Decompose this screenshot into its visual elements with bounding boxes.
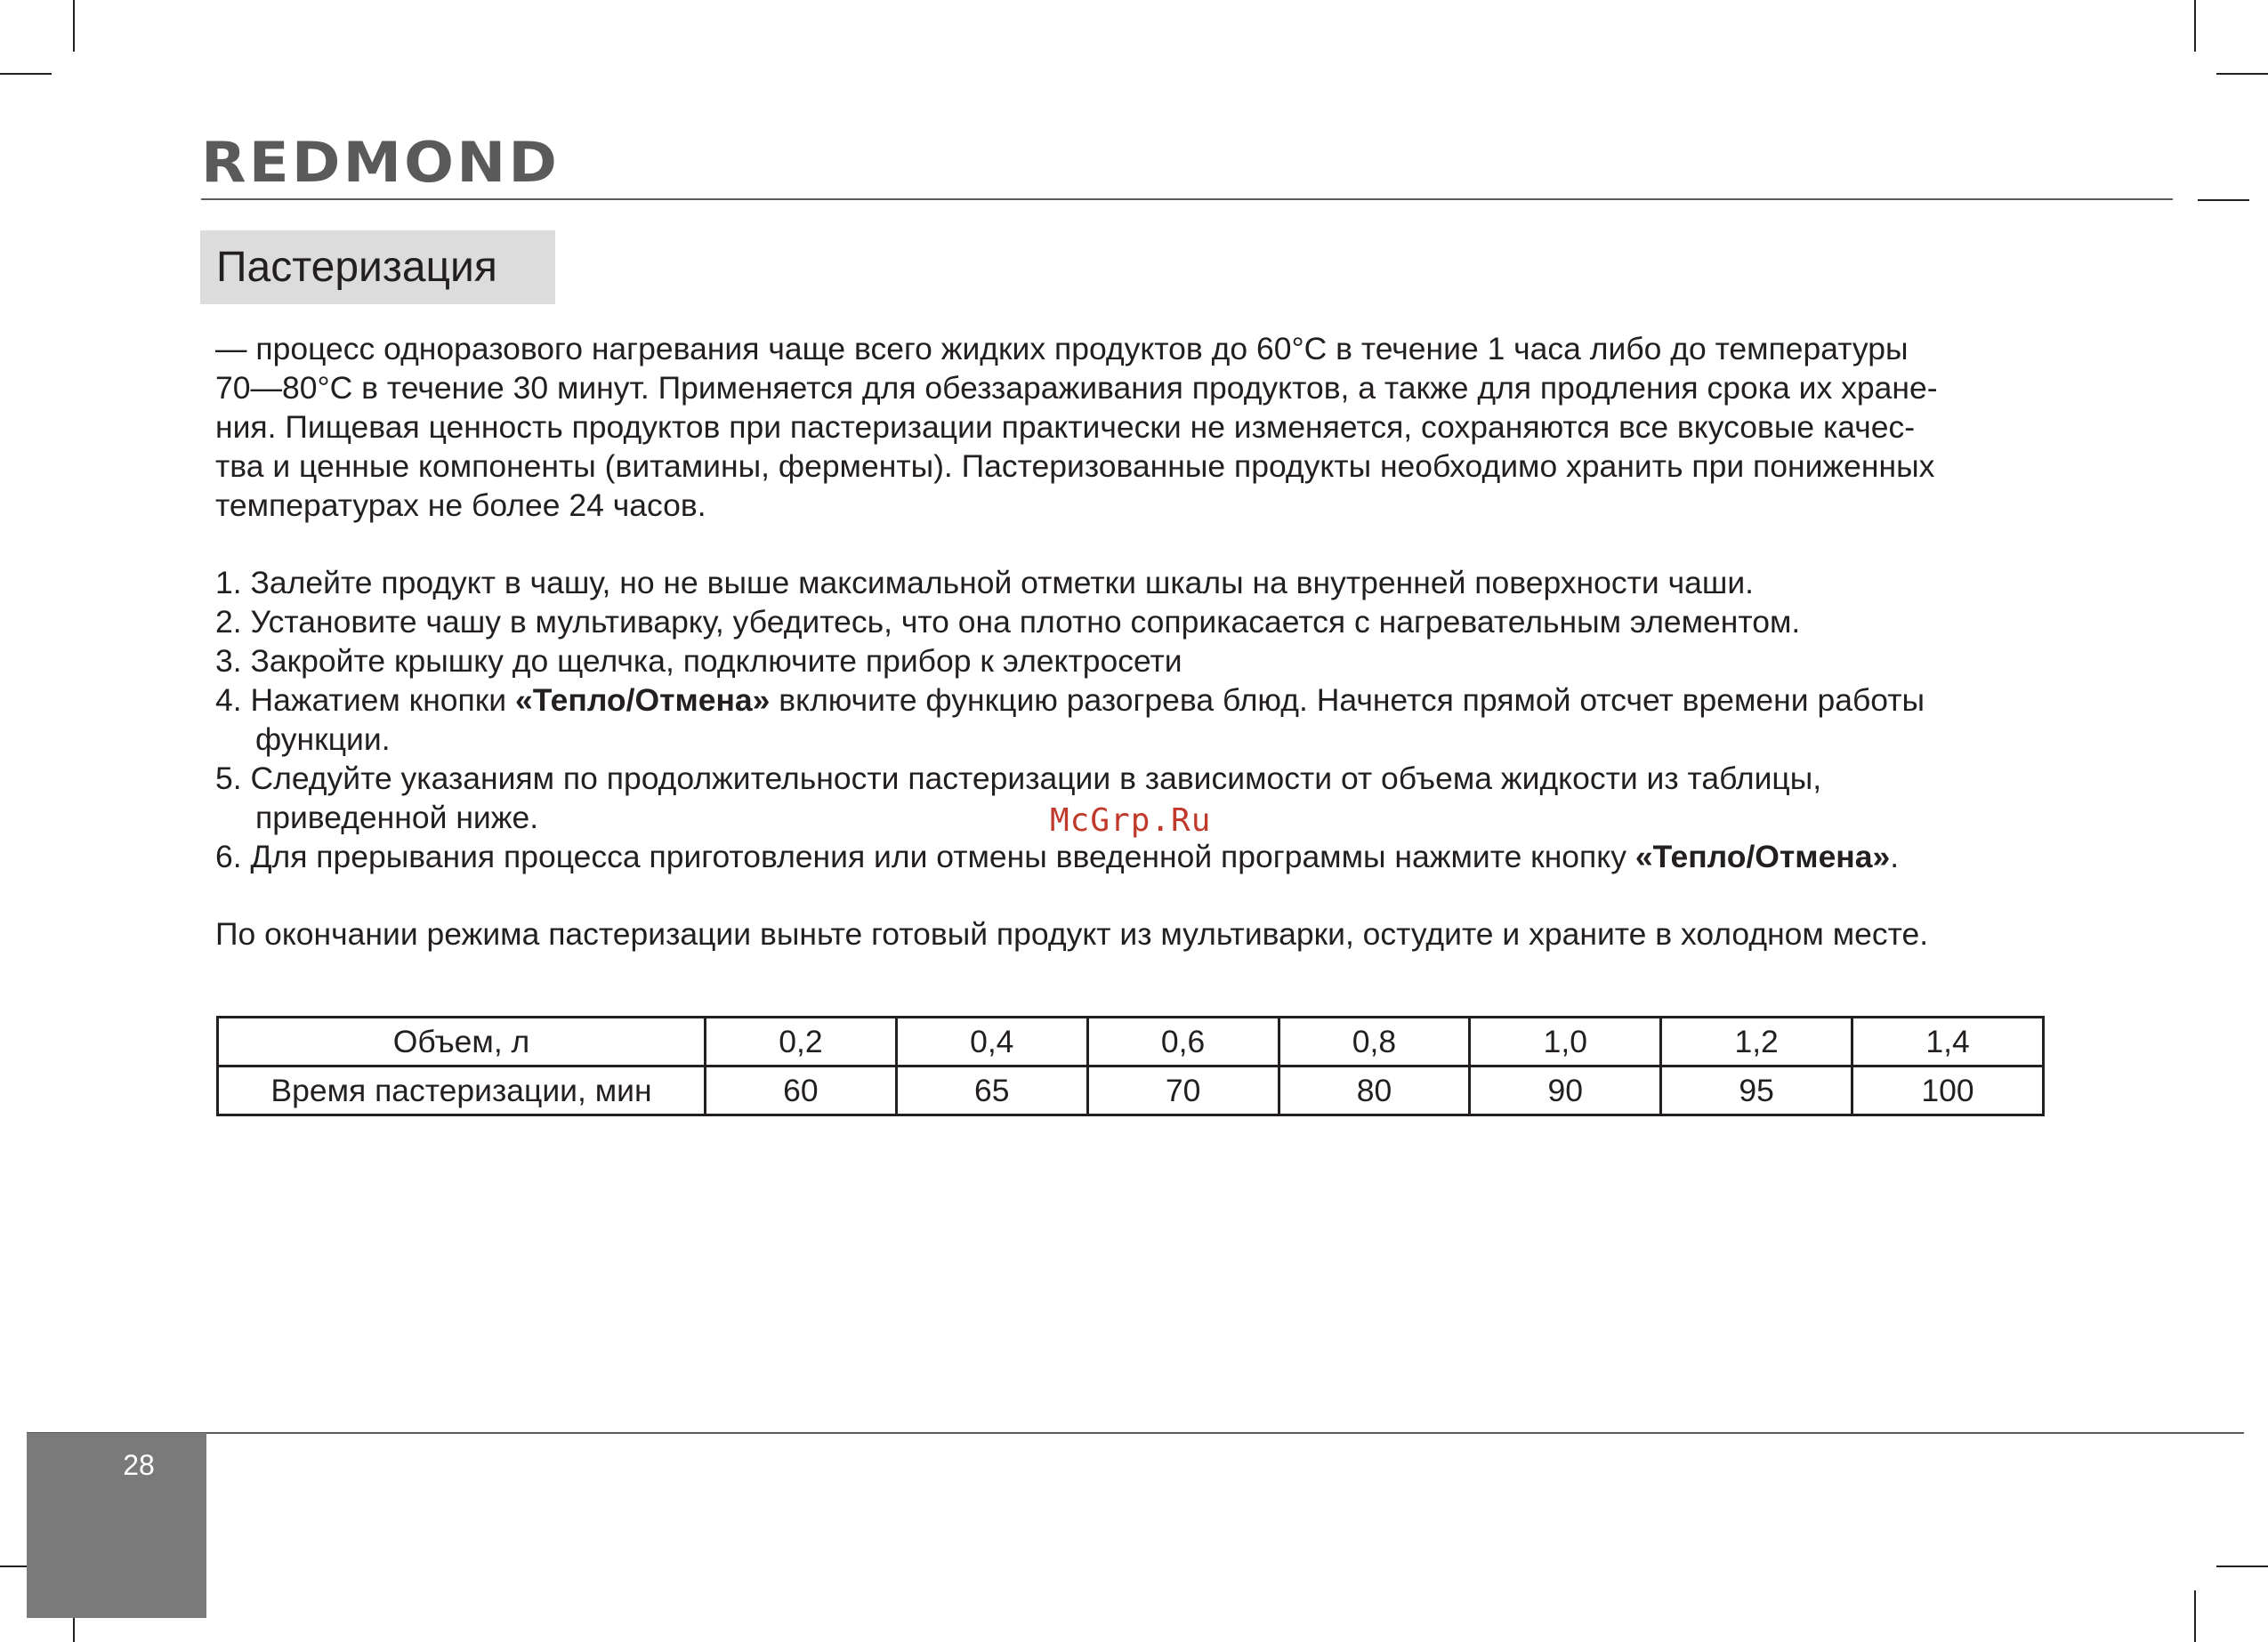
table-row <box>218 1018 2044 1066</box>
table-cell: 80 <box>1279 1066 1470 1115</box>
crop-mark <box>2216 1566 2268 1567</box>
step-6-text: . <box>1890 839 1900 874</box>
table-cell: 1,4 <box>1852 1018 2044 1066</box>
step-6 <box>215 837 2084 876</box>
table-row-label: Время пастеризации, мин <box>218 1066 706 1115</box>
crop-mark <box>2216 73 2268 75</box>
watermark: McGrp.Ru <box>1050 802 1212 839</box>
crop-mark <box>73 0 75 52</box>
step-2: 2. Установите чашу в мультиварку, убедитесь, что она плотно соприкасается с нагревательным элементом. <box>215 604 1801 640</box>
table-cell: 95 <box>1661 1066 1852 1115</box>
step-4-text: 4. Нажатием кнопки <box>215 682 515 718</box>
intro-line: — процесс одноразового нагревания чаще всего жидких продуктов до 60°С в течение 1 часа либо до температуры <box>215 331 1909 366</box>
page-number: 28 <box>123 1449 155 1481</box>
step-3: 3. Закройте крышку до щелчка, подключите прибор к электросети <box>215 643 1182 679</box>
crop-mark <box>0 73 52 75</box>
step-4-continuation: функции. <box>255 721 391 757</box>
pasteurization-table <box>216 1016 2045 1116</box>
step-4 <box>215 680 2084 720</box>
table-row-label: Объем, л <box>218 1018 706 1066</box>
table-cell: 90 <box>1470 1066 1661 1115</box>
step-1: 1. Залейте продукт в чашу, но не выше максимальной отметки шкалы на внутренней поверхности чаши. <box>215 565 1755 600</box>
step-6-text: 6. Для прерывания процесса приготовления или отмены введенной программы нажмите кнопку <box>215 839 1635 874</box>
step-5: 5. Следуйте указаниям по продолжительности пастеризации в зависимости от объема жидкости из таблицы, <box>215 761 1822 796</box>
step-4-text: включите функцию разогрева блюд. Начнется прямой отсчет времени работы <box>770 682 1925 718</box>
warm-cancel-button-ref: «Тепло/Отмена» <box>1634 839 1891 874</box>
brand-logo: REDMOND <box>201 130 561 195</box>
step-5-continuation: приведенной ниже. <box>255 800 539 835</box>
table-cell: 0,4 <box>896 1018 1087 1066</box>
crop-mark <box>2194 1590 2196 1642</box>
table-row <box>218 1066 2044 1115</box>
table-cell: 100 <box>1852 1066 2044 1115</box>
table-cell: 0,6 <box>1087 1018 1279 1066</box>
crop-mark <box>2194 0 2196 52</box>
table-cell: 0,2 <box>706 1018 897 1066</box>
warm-cancel-button-ref: «Тепло/Отмена» <box>515 682 771 718</box>
table-cell: 65 <box>896 1066 1087 1115</box>
intro-line: температурах не более 24 часов. <box>215 487 706 523</box>
intro-line: 70—80°С в течение 30 минут. Применяется для обеззараживания продуктов, а также для продления срока их хране- <box>215 370 1938 406</box>
table-cell: 70 <box>1087 1066 1279 1115</box>
header-rule <box>201 198 2173 200</box>
footer-rule <box>27 1432 2244 1434</box>
table-cell: 1,0 <box>1470 1018 1661 1066</box>
intro-paragraph <box>215 329 2022 525</box>
intro-line: ния. Пищевая ценность продуктов при пастеризации практически не изменяется, сохраняются все вкусовые качес- <box>215 409 1916 445</box>
page-number-box <box>27 1433 206 1618</box>
crop-mark <box>2198 199 2249 201</box>
table-cell: 0,8 <box>1279 1018 1470 1066</box>
table-cell: 1,2 <box>1661 1018 1852 1066</box>
intro-line: тва и ценные компоненты (витамины, ферменты). Пастеризованные продукты необходимо хранить при пониженных <box>215 448 1935 484</box>
table-cell: 60 <box>706 1066 897 1115</box>
outro-paragraph: По окончании режима пастеризации выньте готовый продукт из мультиварки, остудите и храните в холодном месте. <box>215 916 1929 952</box>
section-title: Пастеризация <box>200 230 555 304</box>
